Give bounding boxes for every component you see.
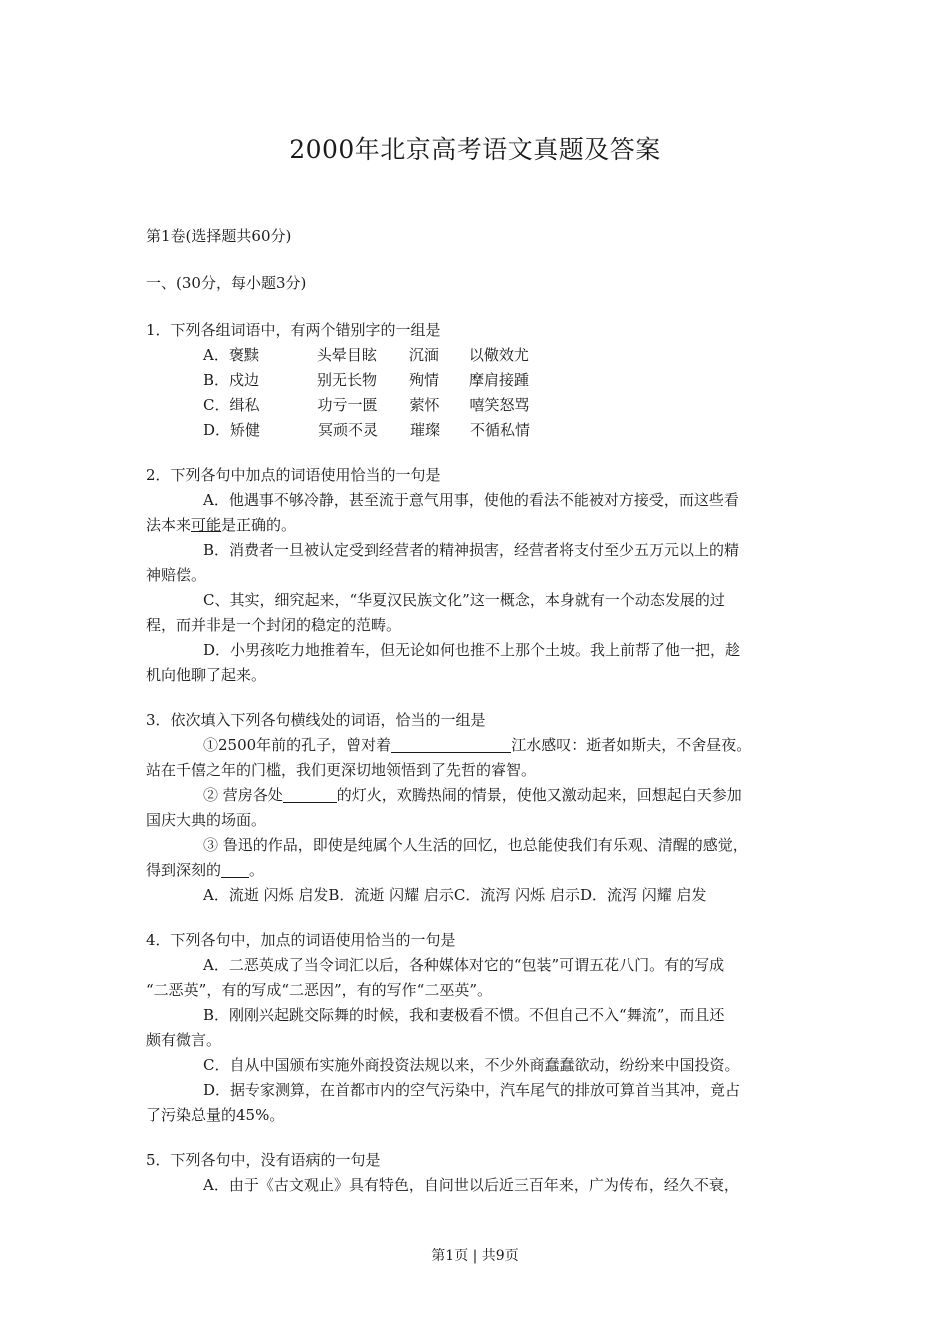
question-4 bbox=[146, 928, 806, 1128]
option-word: 头晕目眩 bbox=[316, 346, 377, 364]
option-d bbox=[146, 418, 806, 443]
option-word: 冥顽不灵 bbox=[318, 421, 379, 439]
option-a-line-2: “二恶英”，有的写成“二恶因”，有的写作“二巫英”。 bbox=[146, 981, 493, 999]
option-d-line-2: 机向他聊了起来。 bbox=[146, 666, 267, 684]
option-c-line-2: 程，而并非是一个封闭的稳定的范畴。 bbox=[146, 616, 402, 634]
question-stem: 5．下列各句中，没有语病的一句是 bbox=[146, 1151, 381, 1169]
sentence-2-cont: 国庆大典的场面。 bbox=[146, 811, 267, 829]
text-span: 得到深刻的 bbox=[146, 861, 222, 879]
question-stem: 3．依次填入下列各句横线处的词语，恰当的一组是 bbox=[146, 711, 486, 729]
option-d-line-1: D．小男孩吃力地推着车，但无论如何也推不上那个土坡。我上前帮了他一把，趁 bbox=[203, 641, 741, 659]
question-3 bbox=[146, 708, 806, 908]
option-word: 萦怀 bbox=[409, 396, 440, 414]
option-word: 摩肩接踵 bbox=[469, 371, 530, 389]
option-b-line-1: B．消费者一旦被认定受到经营者的精神损害，经营者将支付至少五万元以上的精 bbox=[203, 541, 740, 559]
option-a bbox=[146, 343, 806, 368]
blank-line bbox=[221, 861, 249, 878]
option-b-line-2: 颇有微言。 bbox=[146, 1031, 222, 1049]
section-header: 第1卷(选择题共60分) bbox=[146, 227, 292, 245]
sentence-2 bbox=[146, 783, 806, 808]
option-word: 矫健 bbox=[230, 421, 261, 439]
option-c-line-1: C、其实，细究起来，“华夏汉民族文化”这一概念，本身就有一个动态发展的过 bbox=[203, 591, 725, 609]
text-span: 江水感叹：逝者如斯夫，不舍昼夜。 bbox=[511, 736, 752, 754]
option-c bbox=[146, 393, 806, 418]
sentence-3: ③ 鲁迅的作品，即使是纯属个人生活的回忆，也总能使我们有乐观、清醒的感觉， bbox=[203, 836, 748, 854]
underlined-word: 可能 bbox=[191, 516, 222, 534]
option-label: B． bbox=[203, 371, 230, 389]
option-a-line-1: A．由于《古文观止》具有特色，自问世以后近三百年来，广为传布，经久不衰， bbox=[203, 1176, 739, 1194]
option-a-line-1: A．二恶英成了当令词汇以后，各种媒体对它的“包装”可谓五花八门。有的写成 bbox=[203, 956, 725, 974]
option-word: 以儆效尤 bbox=[468, 346, 529, 364]
question-stem: 4．下列各句中，加点的词语使用恰当的一句是 bbox=[146, 931, 456, 949]
option-label: A． bbox=[203, 346, 229, 364]
option-label: D． bbox=[203, 421, 231, 439]
blank-line bbox=[391, 736, 511, 753]
answer-options: A．流逝 闪烁 启发B．流逝 闪耀 启示C．流泻 闪烁 启示D．流泻 闪耀 启发 bbox=[203, 886, 707, 904]
option-a-line-1: A．他遇事不够冷静，甚至流于意气用事，使他的看法不能被对方接受，而这些看 bbox=[203, 491, 739, 509]
text-span: 。 bbox=[249, 861, 265, 879]
option-b-line-1: B．刚刚兴起跳交际舞的时候，我和妻极看不惯。不但自己不入“舞流”，而且还 bbox=[203, 1006, 725, 1024]
option-a-line-2 bbox=[146, 513, 806, 538]
text-span: 的灯火，欢腾热闹的情景，使他又激动起来，回想起白天参加 bbox=[336, 786, 742, 804]
sentence-1 bbox=[146, 733, 806, 758]
option-d-line-1: D．据专家测算，在首都市内的空气污染中，汽车尾气的排放可算首当其冲，竟占 bbox=[203, 1081, 741, 1099]
option-word: 殉情 bbox=[409, 371, 440, 389]
document-body bbox=[146, 224, 806, 1198]
option-word: 戍边 bbox=[229, 371, 260, 389]
page-footer: 第1页 | 共9页 bbox=[431, 1248, 519, 1264]
sentence-3-cont bbox=[146, 858, 806, 883]
question-5 bbox=[146, 1148, 806, 1198]
option-word: 沉湎 bbox=[408, 346, 439, 364]
option-word: 不循私情 bbox=[470, 421, 531, 439]
option-word: 褒黩 bbox=[228, 346, 259, 364]
question-2 bbox=[146, 463, 806, 688]
text-span: ② 营房各处 bbox=[203, 786, 283, 804]
question-1 bbox=[146, 318, 806, 443]
text-span: ①2500年前的孔子，曾对着 bbox=[203, 736, 392, 754]
question-stem: 1．下列各组词语中，有两个错别字的一组是 bbox=[146, 321, 441, 339]
option-c-line-1: C．自从中国颁布实施外商投资法规以来，不少外商蠢蠢欲动，纷纷来中国投资。 bbox=[203, 1056, 740, 1074]
document-title: 2000年北京高考语文真题及答案 bbox=[289, 135, 661, 164]
option-b bbox=[146, 368, 806, 393]
option-word: 璀璨 bbox=[410, 421, 441, 439]
option-word: 功亏一匮 bbox=[317, 396, 378, 414]
text-span: 法本来 bbox=[146, 516, 192, 534]
sentence-1-cont: 站在千僖之年的门槛，我们更深切地领悟到了先哲的睿智。 bbox=[146, 761, 537, 779]
option-b-line-2: 神赔偿。 bbox=[146, 566, 207, 584]
option-word: 缉私 bbox=[229, 396, 260, 414]
part-header: 一、(30分，每小题3分) bbox=[146, 274, 307, 292]
text-span: 是正确的。 bbox=[221, 516, 297, 534]
question-stem: 2．下列各句中加点的词语使用恰当的一句是 bbox=[146, 466, 441, 484]
option-word: 别无长物 bbox=[317, 371, 378, 389]
option-word: 嘻笑怒骂 bbox=[469, 396, 530, 414]
option-label: C． bbox=[203, 396, 230, 414]
option-d-line-2: 了污染总量的45%。 bbox=[146, 1106, 285, 1124]
blank-line bbox=[283, 786, 337, 803]
